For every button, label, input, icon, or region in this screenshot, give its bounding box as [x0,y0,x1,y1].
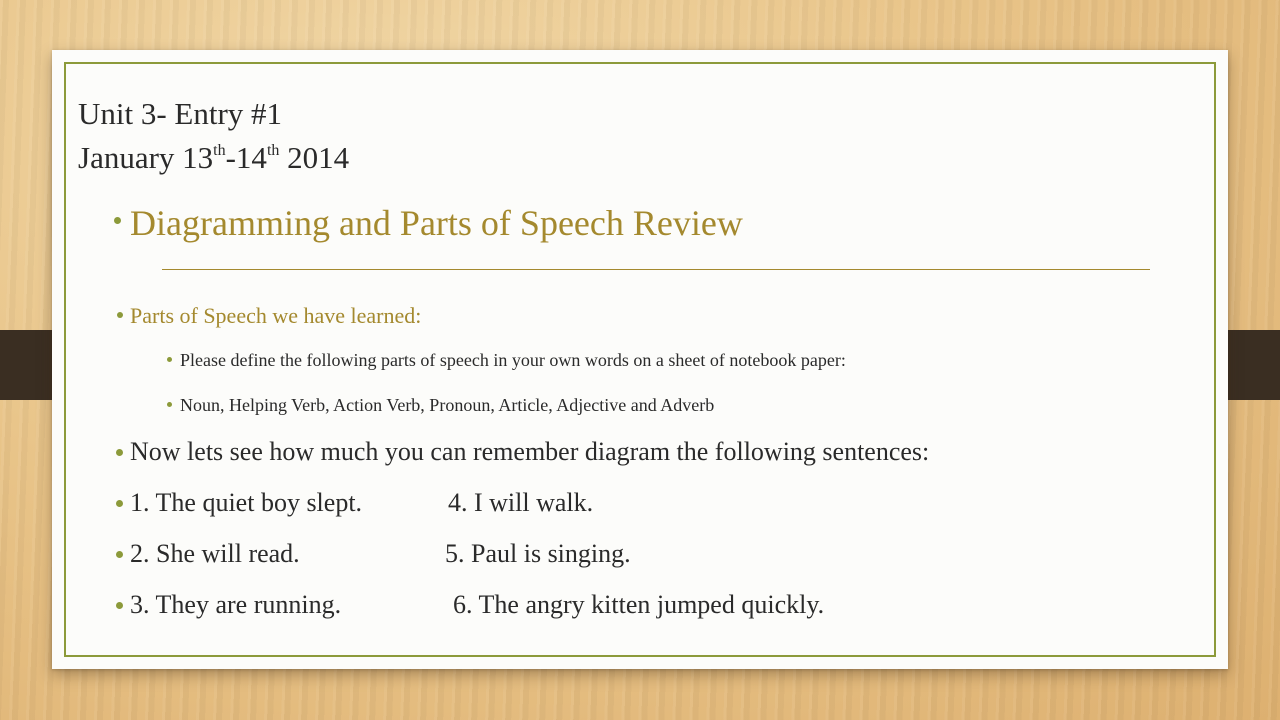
sentence-row [130,488,1030,518]
bullet-dot [167,402,172,407]
instruction-text: Please define the following parts of speech in your own words on a sheet of notebook paper: [180,350,846,370]
parts-list-text: Noun, Helping Verb, Action Verb, Pronoun, Article, Adjective and Adverb [180,395,715,415]
sentence-row [130,539,1030,569]
title-line-2 [78,140,349,175]
bullet-dot [167,357,172,362]
instruction-item [180,350,846,371]
title-sup-1: th [213,142,226,159]
parts-heading [130,303,421,329]
bullet-dot [116,500,123,507]
sentence-right: 6. The angry kitten jumped quickly. [453,590,825,619]
title-sup-2: th [266,142,280,159]
title-line-1: Unit 3- Entry #1 [78,96,283,131]
bullet-dot [117,312,123,318]
subtitle-text: Diagramming and Parts of Speech Review [130,203,743,243]
sentence-left: 2. She will read. [130,539,300,568]
slide-frame [64,62,1216,657]
bullet-dot [116,449,123,456]
sentence-right: 5. Paul is singing. [445,539,631,568]
bullet-dot [116,602,123,609]
sentence-right: 4. I will walk. [448,488,594,517]
title-date-end: -14 [225,140,267,175]
parts-heading-text: Parts of Speech we have learned: [130,303,422,328]
bullet-dot [116,551,123,558]
parts-list-item [180,395,714,416]
slide-paper [52,50,1228,669]
bullet-dot [114,217,121,224]
slide-title [78,92,349,180]
sentence-row [130,590,1030,620]
sentence-left: 1. The quiet boy slept. [130,488,363,517]
sentence-left: 3. They are running. [130,590,342,619]
subtitle-divider [162,269,1150,270]
title-year: 2014 [279,140,350,175]
diagram-intro-text: Now lets see how much you can remember diagram the following sentences: [130,437,930,466]
slide-subtitle [130,202,743,244]
diagram-intro [130,437,929,467]
title-date-start: January 13 [78,140,214,175]
